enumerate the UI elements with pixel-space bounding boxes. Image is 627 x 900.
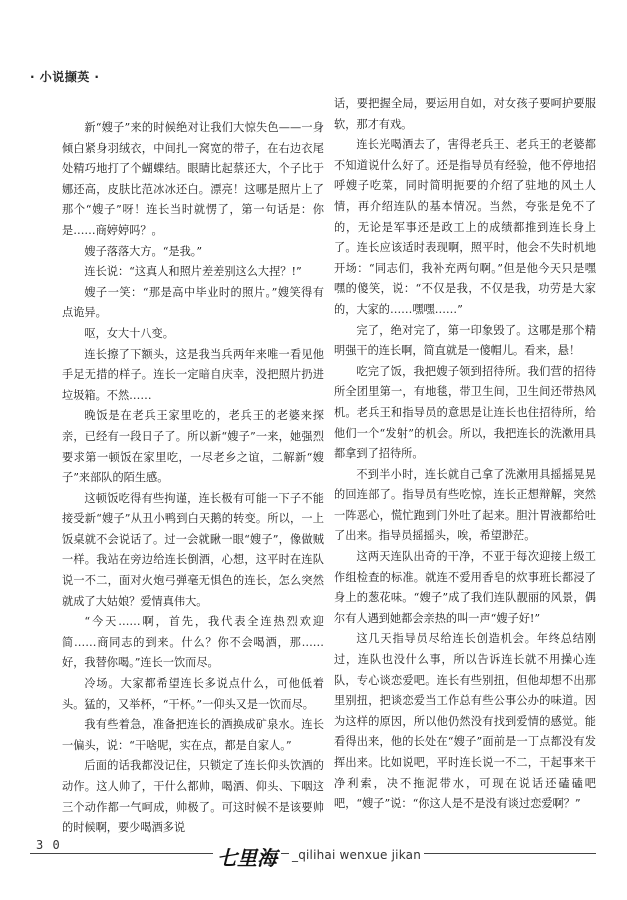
paragraph: 不到半小时，连长就自己拿了洗漱用具摇摇晃晃的回连部了。指导员有些吃惊，连长正想辩解，突然一阵恶心，慌忙跑到门外吐了起来。胆汁胃液都给吐了出来。指导员摇摇头，唉，希望渺茫。 bbox=[334, 467, 596, 543]
paragraph: 连长说：“这真人和照片差差别这么大捏？!” bbox=[84, 265, 302, 279]
paragraph: 嫂子落落大方。“是我。” bbox=[84, 244, 203, 258]
paragraph: 晚饭是在老兵王家里吃的，老兵王的老婆来探亲，已经有一段日子了。所以新“嫂子”一来，她强烈要求第一顿饭在家里吃，一尽老乡之谊，二解新“嫂子”来部队的陌生感。 bbox=[62, 409, 324, 485]
paragraph: 冷场。大家都希望连长多说点什么，可他低着头。猛的，又举杯，“干杯。”一仰头又是一饮而尽。 bbox=[62, 677, 324, 711]
paragraph: 这顿饭吃得有些拘谨，连长极有可能一下子不能接受新“嫂子”从丑小鸭到白天鹅的转变。所以，一上饭桌就不会说话了。过一会就瞅一眼“嫂子”，像做贼一样。我站在旁边给连长倒酒，心想，这平时在连队说一不二，面对火炮弓弹毫无惧色的连长，怎么突然就成了大姑娘？爱情真伟大。 bbox=[62, 491, 324, 608]
paragraph: 话，要把握全局，要运用自如，对女孩子要呵护要服软，那才有戏。 bbox=[334, 97, 596, 131]
paragraph: 我有些着急，准备把连长的酒换成矿泉水。连长一偏头，说：“干啥呢，实在点，都是自家人。” bbox=[62, 718, 324, 752]
left-column bbox=[62, 118, 324, 839]
paragraph: 这两天连队出奇的干净，不亚于每次迎接上级工作组检查的标准。就连不爱用香皂的炊事班长都浸了身上的葱花味。“嫂子”成了我们连队靓丽的风景，偶尔有人遇到她都会亲热的叫一声“嫂子好!” bbox=[334, 550, 596, 625]
paragraph: 这几天指导员尽给连长创造机会。年终总结刚过，连队也没什么事，所以告诉连长就不用操心连队，专心谈恋爱吧。连长有些别扭，但他却想不出那里别扭，把谈恋爱当工作总有些公事公办的味道。因为这样的原因，所以他仍然没有找到爱情的感觉。能看得出来，他的长处在“嫂子”面前是一丁点都没有发挥出来。比如说吧，平时连长说一不二，干起事来干净利索，决不拖泥带水，可现在说话还磕磕吧吧，“嫂子”说：“你这人是不是没有谈过恋爱啊？” bbox=[334, 632, 596, 811]
paragraph: 完了，绝对完了，第一印象毁了。这哪是那个精明强干的连长啊，简直就是一傻帽儿。看来，悬！ bbox=[334, 323, 596, 358]
section-header: · 小说撷英 · bbox=[30, 70, 100, 84]
paragraph: 后面的话我都没记住，只锁定了连长仰头饮酒的动作。这人帅了，干什么都帅，喝酒、仰头、下咽这三个动作都一气呵成，帅极了。可这时候不是该要帅的时候啊，要少喝酒多说 bbox=[62, 759, 324, 835]
magazine-subtitle: _qilihai wenxue jikan bbox=[289, 848, 424, 862]
paragraph: 呕，女大十八变。 bbox=[84, 326, 174, 340]
paragraph: “今天……啊，首先，我代表全连热烈欢迎简……商同志的到来。什么？你不会喝酒，那……好，我替你喝。”连长一饮而尽。 bbox=[62, 615, 324, 670]
right-column bbox=[334, 94, 596, 815]
paragraph: 吃完了饭，我把嫂子领到招待所。我们营的招待所全团里第一，有地毯，带卫生间，卫生间还带热风机。老兵王和指导员的意思是让连长也住招待所，给他们一个“发射”的机会。所以，我把连长的洗漱用具都拿到了招待所。 bbox=[334, 364, 596, 461]
paragraph: 连长擦了下额头，这是我当兵两年来唯一看见他手足无措的样子。连长一定暗自庆幸，没把照片扔进垃圾箱。不然…… bbox=[62, 347, 324, 402]
paragraph: 连长光喝酒去了，害得老兵王、老兵王的老婆都不知道说什么好了。还是指导员有经验，他不停地招呼嫂子吃菜，同时简明扼要的介绍了驻地的风土人情，再介绍连队的基本情况。当然，夸张是免不了的，无论是军事还是政工上的成绩都推到连长身上了。连长应该适时表现啊，照平时，他会不失时机地开场：“同志们，我补充两句啊。”但是他今天只是嘿嘿的傻笑，说：“不仅是我，不仅是我，功劳是大家的，大家的……嘿嘿……” bbox=[334, 138, 596, 316]
paragraph: 新“嫂子”来的时候绝对让我们大惊失色——一身倾白紧身羽绒衣，中间扎一窝宽的带子，在右边衣尾处精巧地打了个蝴蝶结。眼睛比起蔡还大，个子比于娜还高，皮肤比范冰冰还白。漂亮！这哪是照片上了那个“嫂子”呀！连长当时就愣了，第一句话是：你是……商婷婷吗？。 bbox=[62, 121, 324, 237]
page-number: 3 0 bbox=[36, 838, 61, 852]
page-footer bbox=[0, 838, 627, 878]
paragraph: 嫂子一笑：“那是高中毕业时的照片。”嫂笑得有点诡异。 bbox=[62, 285, 324, 320]
magazine-logo: 七里海 bbox=[213, 842, 281, 871]
